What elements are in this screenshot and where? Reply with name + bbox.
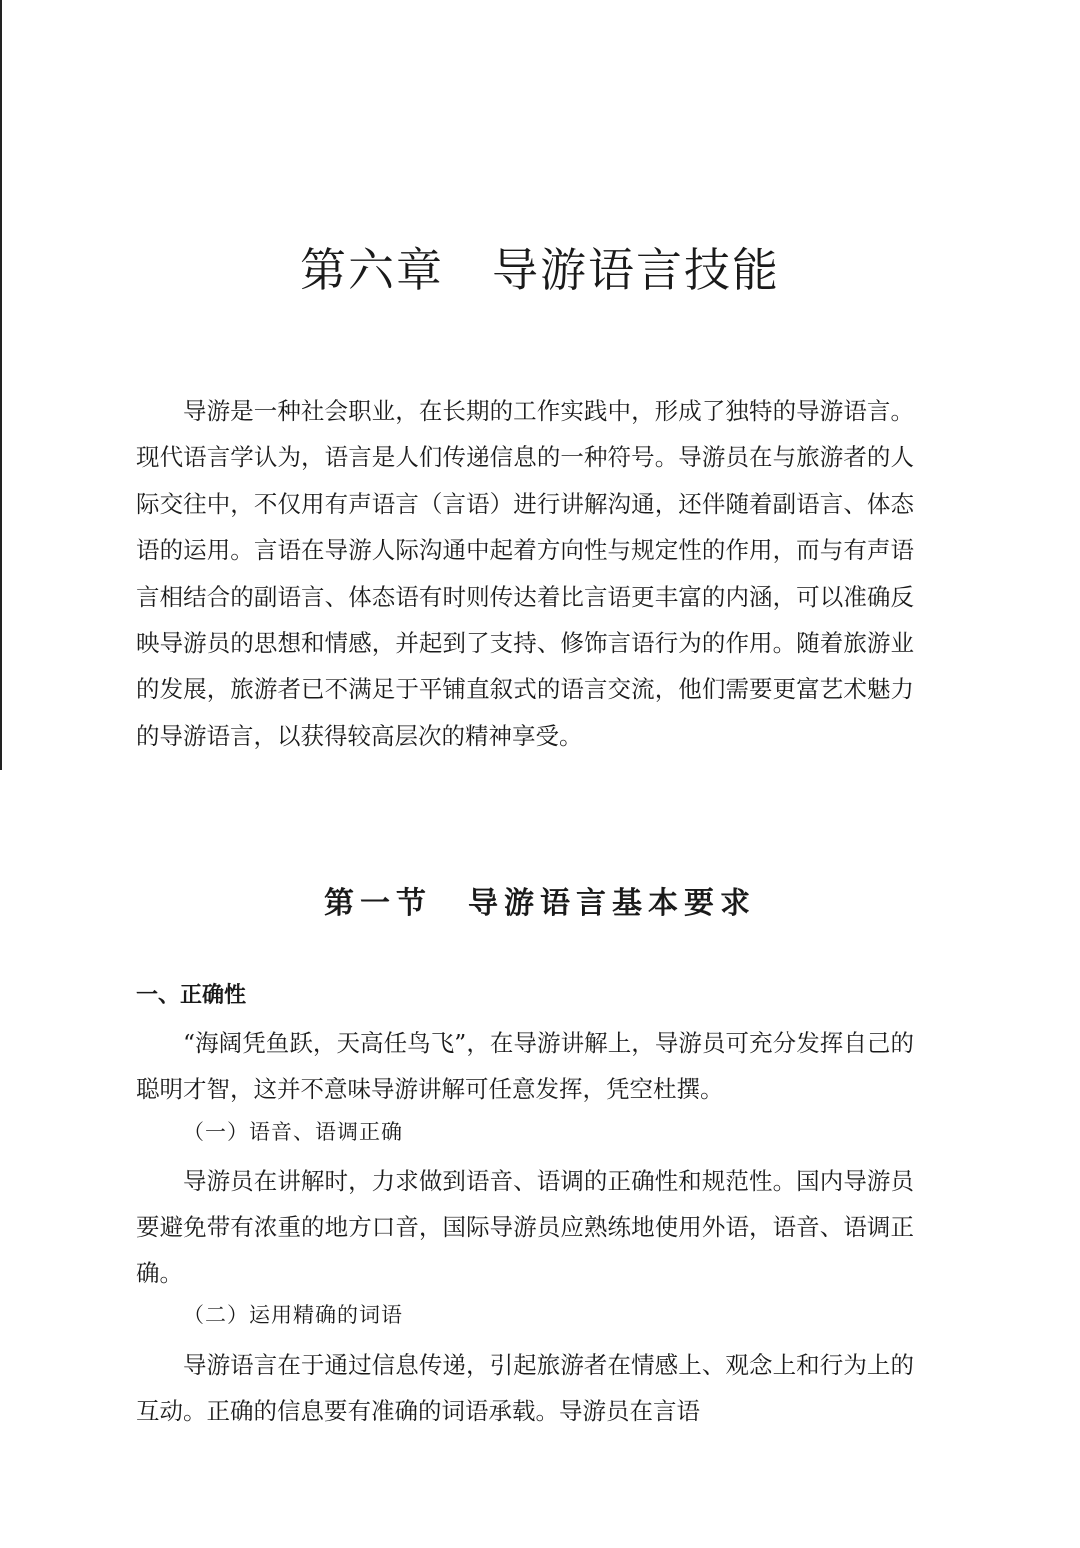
subheading-pronunciation: （一）语音、语调正确 [183,1120,403,1144]
paragraph-pronunciation: 导游员在讲解时，力求做到语音、语调的正确性和规范性。国内导游员要避免带有浓重的地方口音，国际导游员应熟练地使用外语，语音、语调正确。 [136,1167,914,1287]
scan-border-line [0,0,2,770]
chapter-title: 第六章 导游语言技能 [300,243,780,297]
section-title: 第一节 导游语言基本要求 [324,886,756,921]
paragraph-correctness-intro: “海阔凭鱼跃，天高任鸟飞”，在导游讲解上，导游员可充分发挥自己的聪明才智，这并不意味导游讲解可任意发挥，凭空杜撰。 [136,1029,914,1103]
paragraph-precise-words: 导游语言在于通过信息传递，引起旅游者在情感上、观念上和行为上的互动。正确的信息要有准确的词语承载。导游员在言语 [136,1351,914,1425]
subheading-precise-words: （二）运用精确的词语 [183,1303,403,1327]
heading-correctness: 一、正确性 [136,983,247,1008]
chapter-intro-paragraph: 导游是一种社会职业，在长期的工作实践中，形成了独特的导游语言。现代语言学认为，语言是人们传递信息的一种符号。导游员在与旅游者的人际交往中，不仅用有声语言（言语）进行讲解沟通，还伴随着副语言、体态语的运用。言语在导游人际沟通中起着方向性与规定性的作用，而与有声语言相结合的副语言、体态语有时则传达着比言语更丰富的内涵，可以准确反映导游员的思想和情感，并起到了支持、修饰言语行为的作用。随着旅游业的发展，旅游者已不满足于平铺直叙式的语言交流，他们需要更富艺术魅力的导游语言，以获得较高层次的精神享受。 [136,397,914,750]
